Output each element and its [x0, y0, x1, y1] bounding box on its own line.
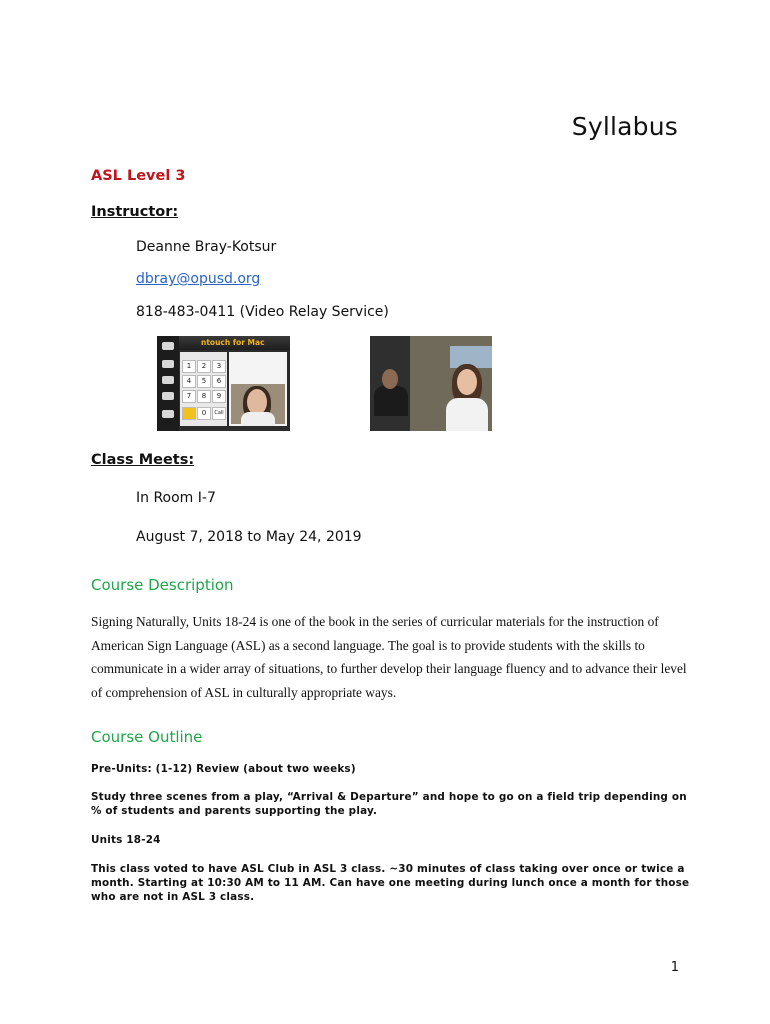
- course-description-text: Signing Naturally, Units 18-24 is one of the book in the series of curricular materials for the instruction of American Sign Language (ASL) as a second language. The goal is to provide students with the skills to communicate in a wider array of situations, to further develop their language fluency and to advance their level of comprehension of ASL in culturally appropriate ways.: [91, 614, 687, 700]
- keypad-key: 5: [197, 375, 211, 388]
- class-meets-heading: Class Meets:: [91, 452, 195, 468]
- page-number: 1: [670, 960, 679, 975]
- caller-face: [457, 369, 477, 395]
- dial-keypad: [180, 352, 227, 426]
- ntouch-app-screenshot: [157, 336, 290, 431]
- keypad-key: 2: [197, 360, 211, 373]
- keypad-key: 8: [197, 390, 211, 403]
- keypad-key: 7: [182, 390, 196, 403]
- course-outline-heading: Course Outline: [91, 728, 203, 746]
- video-center-icon: [162, 410, 174, 418]
- keypad-key: 0: [197, 407, 211, 420]
- outline-item: Study three scenes from a play, “Arrival & Departure” and hope to go on a field trip depending on % of students and parents supporting the play.: [91, 791, 687, 817]
- contacts-icon: [162, 392, 174, 400]
- call-key: Call: [212, 407, 226, 420]
- person-shirt: [241, 412, 275, 426]
- outline-item: Pre-Units: (1-12) Review (about two weeks): [91, 763, 356, 775]
- interpreter-body: [374, 386, 408, 416]
- self-view-video: [231, 384, 285, 424]
- instructor-email-link[interactable]: dbray@opusd.org: [136, 271, 261, 287]
- course-description-heading: Course Description: [91, 576, 234, 594]
- instructor-name: Deanne Bray-Kotsur: [136, 239, 277, 255]
- app-sidebar: [157, 336, 179, 431]
- class-dates: August 7, 2018 to May 24, 2019: [136, 529, 362, 545]
- class-room: In Room I-7: [136, 490, 216, 506]
- caller-shirt: [446, 398, 488, 431]
- keypad-key: 9: [212, 390, 226, 403]
- keypad-key: 6: [212, 375, 226, 388]
- backspace-key: [182, 407, 196, 420]
- keypad-key: 3: [212, 360, 226, 373]
- keypad-key: 4: [182, 375, 196, 388]
- video-call-screenshot: [370, 336, 492, 431]
- instructor-heading: Instructor:: [91, 204, 179, 220]
- outline-item: This class voted to have ASL Club in ASL 3 class. ~30 minutes of class taking over once or twice a month. Starting at 10:30 AM to 11 AM. Can have one meeting during lunch once a month for those who are not in ASL 3 class.: [91, 863, 690, 903]
- home-icon: [162, 342, 174, 350]
- call-history-icon: [162, 360, 174, 368]
- messages-icon: [162, 376, 174, 384]
- instructor-phone: 818-483-0411 (Video Relay Service): [136, 304, 389, 320]
- ntouch-logo: ntouch for Mac: [201, 338, 265, 347]
- page-title: Syllabus: [571, 112, 678, 141]
- course-level-heading: ASL Level 3: [91, 168, 186, 184]
- outline-item: Units 18-24: [91, 834, 161, 846]
- interpreter-face: [382, 369, 398, 389]
- keypad-key: 1: [182, 360, 196, 373]
